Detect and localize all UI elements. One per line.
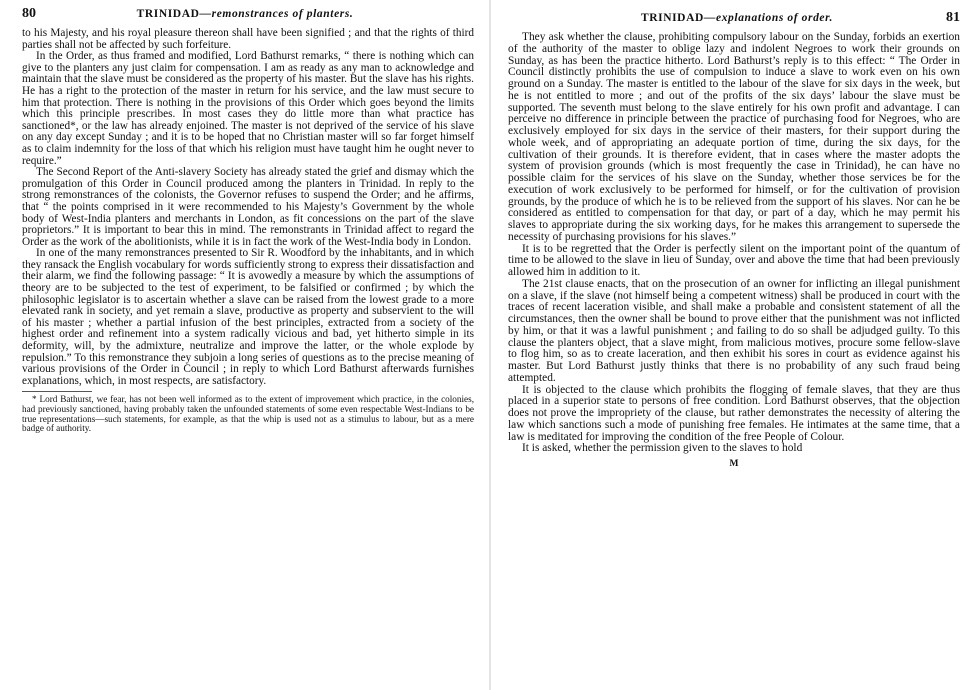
paragraph: It is asked, whether the permission given to the slaves to hold [522,442,803,455]
paragraph: In the Order, as thus framed and modified, Lord Bathurst remarks, “ there is nothing which can give to the planters any just claim for compensation. I am as ready as any man to acknowledge and maintain that the slave must be considered as the property of his master. But the slave has his rights. He has a right to the protection of the master in return for his service, and the law must secure to him that protection. There is nothing in the provisions of this Order which goes beyond the limits which this principle prescribes. In most cases they do little more than what practice has sanctioned*, or the law has already enjoined. The master is not deprived of the service of his slave on any day except Sunday ; and it is to be hoped that no Christian master will so far forget himself as to claim indemnity for the loss of that which his religion must have taught him he ought never to require.” [22,50,474,167]
page-number: 80 [22,6,36,21]
running-head-caps: TRINIDAD [136,8,200,20]
paragraph: It is objected to the clause which prohibits the flogging of female slaves, that they are thus placed in a superior state to persons of free condition. Lord Bathurst observes, that the objection does not prove the impropriety of the clause, but rather demonstrates the necessity of altering the law which sanctions such a mode of punishing free females. He intimates at the same time, that a law is meditated for improving the condition of the free People of Colour. [508,383,960,443]
running-head-caps: TRINIDAD [640,12,704,24]
page-number: 81 [946,10,960,25]
footnote-text: * Lord Bathurst, we fear, has not been well informed as to the extent of improvement which practice, in the colonies, had previously sanctioned, having probably taken the unfounded statements of some even respectable West-Indians to be true representations—such statements, for example, as that the whip is used not as a stimulus to labour, but as a mere badge of authority. [22,394,474,434]
left-page-header [22,6,474,28]
running-head [137,8,354,20]
footnote-rule [22,391,92,392]
paragraph: The Second Report of the Anti-slavery Society has already stated the grief and dismay which the promulgation of this Order in Council produced among the planters in Trinidad. In reply to the strong remonstrances of the colonists, the Governor refuses to suspend the Order; and he affirms, that “ the points comprised in it were recommended to his Majesty’s Government by the whole body of West-India planters and merchants in London, as fit concessions on the part of the slave proprietors.” It is important to bear this in mind. The remonstrants in Trinidad affect to regard the Order as the work of the abolitionists, while it is in fact the work of the West-India body in London. [22,166,474,248]
running-head [641,12,833,24]
paragraph: The 21st clause enacts, that on the prosecution of an owner for inflicting an illegal punishment on a slave, if the slave (not himself being a competent witness) shall be produced in court with the traces of recent laceration visible, and shall make a probable and consistent statement of all the circumstances, then the owner shall be bound to prove either that the punishment was not inflicted by him, or that it was a lawful punishment ; and failing to do so shall be adjudged guilty. To this clause the planters object, that a slave might, from malicious motives, procure some fellow-slave to flog him, so as to create laceration, and then exhibit his sores in court as evidence against his master. But Lord Bathurst justly thinks that there is no probability of any such fraud being attempted. [508,277,960,384]
right-page [490,0,980,690]
running-head-title: —remonstrances of planters. [199,8,354,20]
signature-mark: M [729,459,739,469]
paragraph: It is to be regretted that the Order is perfectly silent on the important point of the quantum of time to be allowed to the slave in lieu of Sunday, over and above the time that had been previously allowed him in addition to it. [508,242,960,278]
right-page-body [508,32,960,455]
paragraph: to his Majesty, and his royal pleasure thereon shall have been signified ; and that the rights of third parties shall not be affected by such forfeiture. [22,27,474,51]
left-page-body [22,28,474,387]
paragraph: They ask whether the clause, prohibiting compulsory labour on the Sunday, forbids an exertion of the authority of the master to oblige lazy and indolent Negroes to work their grounds on Sunday, as has been the practice hitherto. Lord Bathurst’s reply is to this effect: “ The Order in Council distinctly prohibits the use of compulsion to induce a slave to work even on his own ground on a Sunday. The master is entitled to the labour of the slave for six days in the week, but he is not entitled to more ; and out of the profits of the six days’ labour the slave must be supported. The seventh must belong to the slave entirely for his own profit and advantage. I can perceive no difference in principle between the practice of purchasing food for Negroes, who are exclusively employed for six days in the service of their masters, for their support during the whole week, and of appropriating an adequate portion of time, during the six days, for the cultivation of their grounds. It is therefore evident, that in cases where the master adopts the system of provision grounds (which is most frequently the case in Trinidad), he can have no possible claim for the services of his slave on the Sunday, whether those services be for the execution of work exclusively to be performed for himself, or for the cultivation of provision grounds, by the produce of which he is to be relieved from the support of his slaves. Nor can he be considered as entitled to compensation for that day, or part of a day, which he may permit his slaves to appropriate during the six working days, for he makes this arrangement to supersede the necessity of purchasing provisions for his slaves.” [508,31,960,243]
footnote [22,395,474,433]
paragraph: In one of the many remonstrances presented to Sir R. Woodford by the inhabitants, and in which they ransack the English vocabulary for words sufficiently strong to express their dissatisfaction and their alarm, we find the following passage: “ It is avowedly a measure by which the assumptions of theory are to be subjected to the test of experiment, to be falsified or confirmed ; by which the philosophic legislator is to ascertain whether a slave can be raised from the lowest grade to a more elevated rank in society, and yet remain a slave, productive as property and subservient to the will of his master ; whether a partial infusion of the best principles, extracted from a society of the highest order and refinement into a system radically vicious and bad, yet hitherto simple in its deformity, will, by the admixture, neutralize and improve the latter, or the whole explode by repulsion.” To this remonstrance they subjoin a long series of questions as to the precise meaning of various provisions of the Order in Council ; in reply to which Lord Bathurst afterwards furnishes explanations, which, in most respects, are satisfactory. [22,247,474,387]
running-head-title: —explanations of order. [703,12,834,24]
right-page-header [508,10,960,32]
